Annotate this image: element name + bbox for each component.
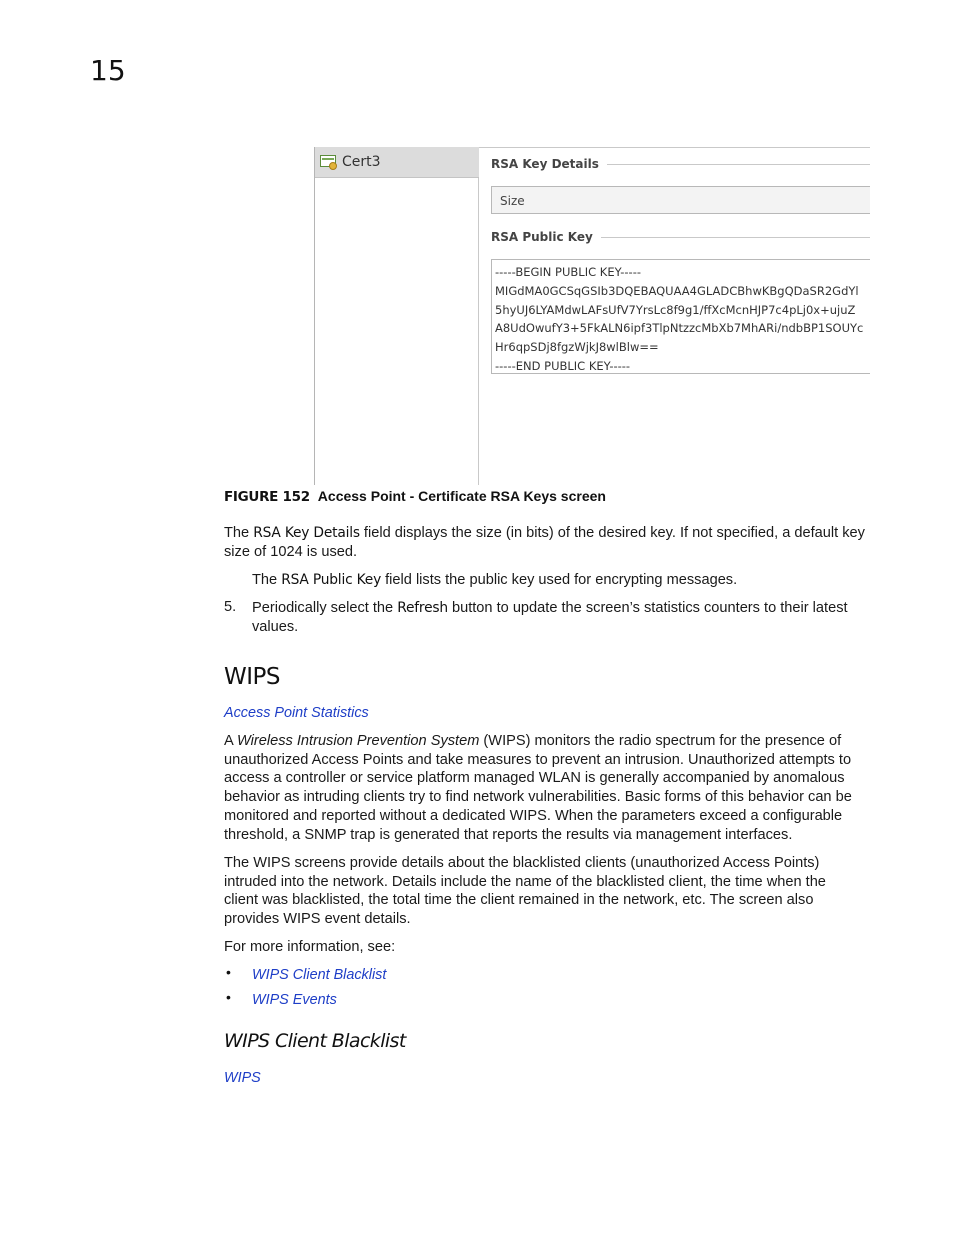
- wips-screens-paragraph: [224, 854, 826, 929]
- text: access a controller or service platform managed WLAN is generally accompanied by anomalous: [224, 770, 845, 787]
- rsa-key-details-title: RSA Key Details: [491, 157, 599, 171]
- public-key-line: Hr6qpSDj8fgzWjkJ8wlBlw==: [495, 340, 659, 355]
- wips-heading: WIPS: [224, 664, 280, 690]
- text: field lists the public key used for encrypting messages.: [381, 572, 738, 588]
- more-info-text: For more information, see:: [224, 939, 396, 955]
- text: monitored and reported without a dedicated WIPS. When the parameters exceed a configurable: [224, 807, 843, 824]
- ui-term: RSA Public Key: [281, 572, 382, 588]
- bullet: •: [226, 989, 231, 1005]
- rsa-key-details-header: [491, 157, 870, 171]
- italic-term: Wireless Intrusion Prevention System: [236, 733, 480, 749]
- text: button to update the screen’s statistics counters to their latest: [447, 600, 848, 616]
- text: threshold, a SNMP trap is generated that reports the results via management interfaces.: [224, 826, 793, 843]
- ui-term: Refresh: [397, 600, 448, 616]
- text: values.: [252, 618, 299, 635]
- text: intruded into the network. Details include the name of the blacklisted client, the time when the: [224, 873, 826, 890]
- ui-term: RSA Key Details: [253, 525, 360, 541]
- public-key-textarea[interactable]: [491, 259, 870, 374]
- bullet-item: [252, 991, 337, 1010]
- wips-link[interactable]: WIPS: [224, 1070, 261, 1086]
- blacklist-breadcrumb: [224, 1069, 261, 1088]
- public-key-line: -----BEGIN PUBLIC KEY-----: [495, 265, 641, 279]
- public-key-line: -----END PUBLIC KEY-----: [495, 358, 631, 373]
- public-key-line: MIGdMA0GCSqGSIb3DQEBAQUAA4GLADCBhwKBgQDaSR2GdYl: [495, 283, 859, 298]
- wips-breadcrumb: [224, 704, 369, 723]
- text: provides WIPS event details.: [224, 911, 411, 928]
- certificate-name: Cert3: [342, 154, 381, 170]
- rsa-public-key-title: RSA Public Key: [491, 230, 593, 244]
- certificate-rsa-keys-screenshot: [314, 147, 870, 485]
- step-number: 5.: [224, 599, 237, 615]
- rsa-public-key-header: [491, 230, 870, 244]
- wips-intro-paragraph: [224, 732, 852, 844]
- bullet-item: [252, 966, 386, 985]
- rsa-key-details-paragraph: [224, 524, 865, 561]
- text: unauthorized Access Points and take measures to prevent an intrusion. Unauthorized attempts to: [224, 751, 852, 768]
- text: The: [224, 525, 254, 541]
- text: Periodically select the: [252, 600, 398, 616]
- rsa-public-key-paragraph: [252, 571, 737, 590]
- text: The WIPS screens provide details about the blacklisted clients (unauthorized Access Points): [224, 855, 820, 871]
- text: size of 1024 is used.: [224, 543, 358, 560]
- chapter-number: 15: [90, 54, 126, 87]
- certificate-details-panel: [479, 147, 870, 485]
- certificate-icon: [319, 153, 339, 171]
- figure-caption: [224, 488, 606, 505]
- text: behavior as intruding clients try to find network vulnerabilities. Basic forms of this behavior can be: [224, 789, 852, 806]
- public-key-line: A8UdOwufY3+5FkALN6ipf3TlpNtzzcMbXb7MhARi/ndbBP1SOUYc: [495, 321, 864, 336]
- certificate-list-panel: [314, 147, 479, 485]
- text: The: [252, 572, 282, 588]
- bullet: •: [226, 964, 231, 980]
- wips-client-blacklist-link[interactable]: WIPS Client Blacklist: [252, 967, 387, 983]
- figure-label: FIGURE 152: [224, 489, 310, 505]
- access-point-statistics-link[interactable]: Access Point Statistics: [224, 705, 369, 721]
- step-5-paragraph: [252, 599, 848, 636]
- figure-title: Access Point - Certificate RSA Keys screen: [317, 488, 606, 504]
- text: (WIPS) monitors the radio spectrum for the presence of: [479, 733, 842, 749]
- wips-client-blacklist-heading: WIPS Client Blacklist: [224, 1030, 406, 1052]
- size-field: Size: [491, 186, 870, 214]
- text: client was blacklisted, the total time the client remained in the network, etc. The screen also: [224, 892, 814, 909]
- public-key-line: 5hyUJ6LYAMdwLAFsUfV7YrsLc8f9g1/ffXcMcnHJP7c4pLj0x+ujuZ: [495, 302, 856, 317]
- wips-events-link[interactable]: WIPS Events: [252, 992, 337, 1008]
- certificate-list-item[interactable]: [315, 147, 479, 178]
- text: field displays the size (in bits) of the desired key. If not specified, a default key: [359, 525, 865, 541]
- text: A: [224, 733, 237, 749]
